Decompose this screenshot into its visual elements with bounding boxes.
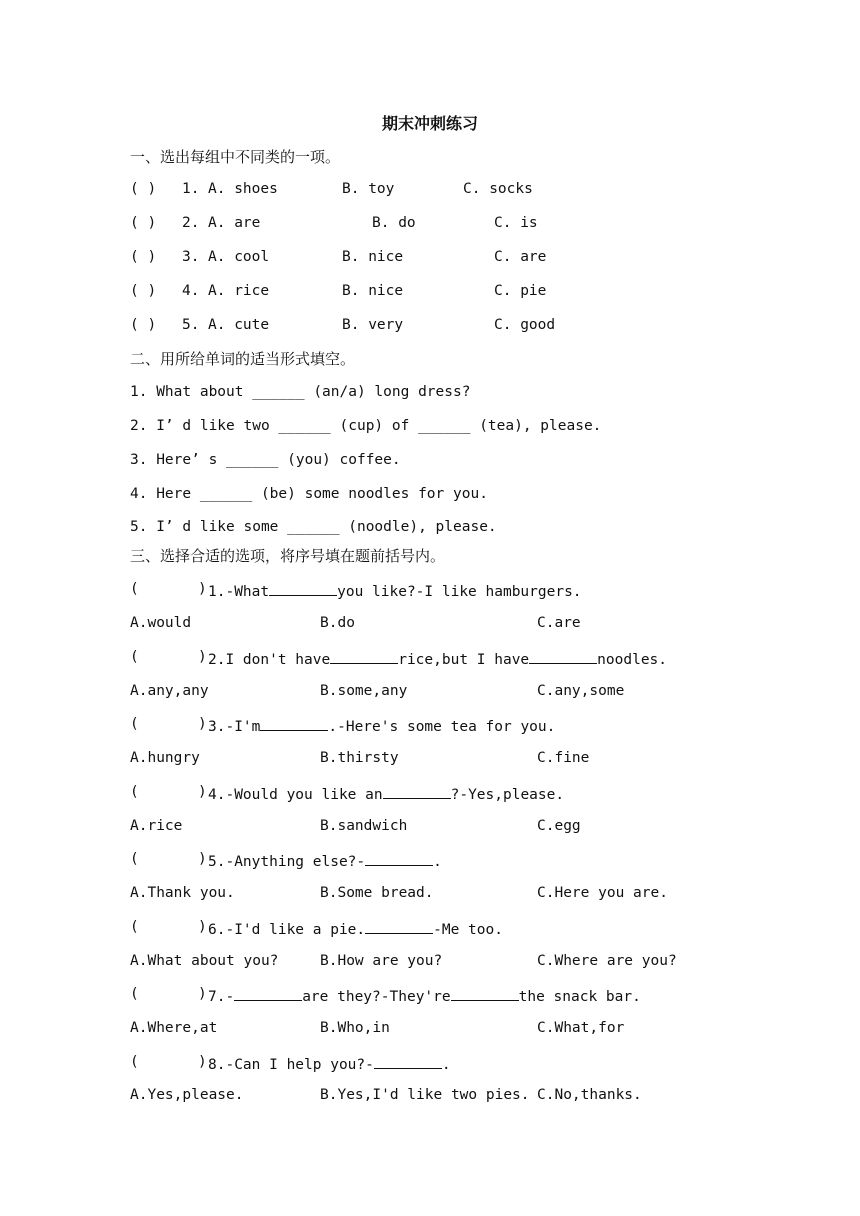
option-a: A. shoes bbox=[208, 181, 278, 197]
s1-item-1 bbox=[130, 181, 730, 201]
answer-paren-close: ) bbox=[198, 581, 207, 597]
question-part: noodles. bbox=[597, 652, 668, 668]
s2-item-4: 4. Here ______ (be) some noodles for you. bbox=[130, 486, 488, 502]
answer-paren: ( ) bbox=[130, 317, 157, 333]
option-a: A.hungry bbox=[130, 750, 200, 766]
option-b: B.some,any bbox=[320, 683, 408, 699]
s3-question-5 bbox=[130, 851, 690, 871]
s2-item-1: 1. What about ______ (an/a) long dress? bbox=[130, 384, 471, 400]
s2-item-5: 5. I’ d like some ______ (noodle), please. bbox=[130, 519, 497, 535]
answer-blank bbox=[365, 851, 433, 866]
option-a: A.Where,at bbox=[130, 1020, 218, 1036]
s3-question-3 bbox=[130, 716, 690, 736]
answer-paren-open: ( bbox=[130, 851, 139, 867]
s3-options-6 bbox=[130, 953, 690, 973]
s3-options-7 bbox=[130, 1020, 690, 1040]
question-part: 8.-Can I help you?- bbox=[208, 1057, 374, 1073]
s3-question-7 bbox=[130, 986, 690, 1006]
item-number: 3. bbox=[182, 249, 200, 265]
question-text bbox=[208, 1054, 451, 1073]
s3-question-6 bbox=[130, 919, 690, 939]
option-b: B.Who,in bbox=[320, 1020, 390, 1036]
option-c: C.are bbox=[537, 615, 581, 631]
s1-item-5 bbox=[130, 317, 730, 337]
s1-item-3 bbox=[130, 249, 730, 269]
answer-paren-close: ) bbox=[198, 784, 207, 800]
s3-options-8 bbox=[130, 1087, 690, 1107]
option-c: C.Where are you? bbox=[537, 953, 677, 969]
question-part: 1.-What bbox=[208, 584, 270, 600]
question-part: the snack bar. bbox=[518, 989, 641, 1005]
answer-paren-close: ) bbox=[198, 986, 207, 1002]
answer-paren-open: ( bbox=[130, 784, 139, 800]
s1-item-2 bbox=[130, 215, 730, 235]
answer-blank bbox=[374, 1054, 442, 1069]
question-part: . bbox=[433, 854, 442, 870]
option-a: A.would bbox=[130, 615, 192, 631]
option-a: A.rice bbox=[130, 818, 183, 834]
answer-paren-open: ( bbox=[130, 649, 139, 665]
answer-paren: ( ) bbox=[130, 181, 157, 197]
question-part: 3.-I'm bbox=[208, 719, 261, 735]
section-1-heading: 一、选出每组中不同类的一项。 bbox=[130, 148, 341, 166]
question-part: . bbox=[441, 1057, 451, 1073]
s2-item-2: 2. I’ d like two ______ (cup) of ______ (tea), please. bbox=[130, 418, 602, 434]
option-b: B.do bbox=[320, 615, 355, 631]
question-text bbox=[208, 581, 582, 600]
answer-paren-close: ) bbox=[198, 649, 207, 665]
question-part: ?-Yes,please. bbox=[450, 787, 565, 803]
option-a: A. are bbox=[208, 215, 261, 231]
option-c: C.What,for bbox=[537, 1020, 625, 1036]
item-number: 4. bbox=[182, 283, 200, 299]
s3-question-2 bbox=[130, 649, 690, 669]
answer-paren-open: ( bbox=[130, 581, 139, 597]
option-c: C.fine bbox=[537, 750, 590, 766]
answer-blank bbox=[269, 581, 337, 596]
question-part: 4.-Would you like an bbox=[208, 787, 383, 803]
answer-paren-close: ) bbox=[198, 716, 207, 732]
option-c: C. socks bbox=[463, 181, 533, 197]
option-c: C. is bbox=[494, 215, 538, 231]
question-part: 7.- bbox=[208, 989, 235, 1005]
option-b: B. do bbox=[372, 215, 416, 231]
answer-blank bbox=[260, 716, 328, 731]
s3-question-4 bbox=[130, 784, 690, 804]
answer-blank bbox=[330, 649, 398, 664]
answer-blank bbox=[383, 784, 451, 799]
option-a: A. cool bbox=[208, 249, 270, 265]
question-part: -Me too. bbox=[433, 922, 503, 938]
answer-blank bbox=[529, 649, 597, 664]
option-c: C. good bbox=[494, 317, 556, 333]
answer-paren-close: ) bbox=[198, 1054, 207, 1070]
option-a: A. rice bbox=[208, 283, 270, 299]
option-b: B.Some bread. bbox=[320, 885, 434, 901]
option-b: B. nice bbox=[342, 283, 404, 299]
question-part: you like?-I like hamburgers. bbox=[337, 584, 582, 600]
option-a: A. cute bbox=[208, 317, 270, 333]
item-number: 2. bbox=[182, 215, 200, 231]
s3-options-5 bbox=[130, 885, 690, 905]
option-a: A.What about you? bbox=[130, 953, 279, 969]
option-b: B. toy bbox=[342, 181, 395, 197]
question-part: 5.-Anything else?- bbox=[208, 854, 366, 870]
question-part: rice,but I have bbox=[398, 652, 530, 668]
item-number: 1. bbox=[182, 181, 200, 197]
option-a: A.Yes,please. bbox=[130, 1087, 244, 1103]
answer-paren-open: ( bbox=[130, 919, 139, 935]
option-c: C.No,thanks. bbox=[537, 1087, 642, 1103]
s3-options-2 bbox=[130, 683, 690, 703]
s3-question-1 bbox=[130, 581, 690, 601]
answer-paren-close: ) bbox=[198, 919, 207, 935]
s2-item-3: 3. Here’ s ______ (you) coffee. bbox=[130, 452, 401, 468]
option-c: C.egg bbox=[537, 818, 581, 834]
question-text bbox=[208, 851, 442, 870]
option-c: C.any,some bbox=[537, 683, 625, 699]
option-b: B.How are you? bbox=[320, 953, 443, 969]
answer-paren: ( ) bbox=[130, 283, 157, 299]
answer-paren-close: ) bbox=[198, 851, 207, 867]
question-text bbox=[208, 649, 667, 668]
question-text bbox=[208, 986, 641, 1005]
option-a: A.any,any bbox=[130, 683, 209, 699]
answer-paren-open: ( bbox=[130, 986, 139, 1002]
section-2-heading: 二、用所给单词的适当形式填空。 bbox=[130, 350, 356, 368]
section-3-heading: 三、选择合适的选项，将序号填在题前括号内。 bbox=[130, 547, 446, 565]
option-c: C. are bbox=[494, 249, 547, 265]
option-b: B.sandwich bbox=[320, 818, 408, 834]
question-part: are they?-They're bbox=[302, 989, 451, 1005]
answer-paren: ( ) bbox=[130, 215, 157, 231]
s3-question-8 bbox=[130, 1054, 690, 1074]
answer-blank bbox=[451, 986, 519, 1001]
answer-paren: ( ) bbox=[130, 249, 157, 265]
option-b: B. nice bbox=[342, 249, 404, 265]
question-part: 2.I don't have bbox=[208, 652, 331, 668]
s3-options-3 bbox=[130, 750, 690, 770]
option-c: C.Here you are. bbox=[537, 885, 668, 901]
answer-paren-open: ( bbox=[130, 716, 139, 732]
question-text bbox=[208, 784, 564, 803]
option-b: B.Yes,I'd like two pies. bbox=[320, 1087, 530, 1103]
s1-item-4 bbox=[130, 283, 730, 303]
answer-blank bbox=[365, 919, 433, 934]
question-part: .-Here's some tea for you. bbox=[328, 719, 556, 735]
question-text bbox=[208, 716, 555, 735]
page-title: 期末冲刺练习 bbox=[381, 114, 478, 133]
answer-paren-open: ( bbox=[130, 1054, 139, 1070]
item-number: 5. bbox=[182, 317, 200, 333]
option-b: B.thirsty bbox=[320, 750, 399, 766]
question-text bbox=[208, 919, 503, 938]
s3-options-1 bbox=[130, 615, 690, 635]
option-a: A.Thank you. bbox=[130, 885, 235, 901]
option-c: C. pie bbox=[494, 283, 547, 299]
question-part: 6.-I'd like a pie. bbox=[208, 922, 366, 938]
option-b: B. very bbox=[342, 317, 404, 333]
s3-options-4 bbox=[130, 818, 690, 838]
answer-blank bbox=[234, 986, 302, 1001]
